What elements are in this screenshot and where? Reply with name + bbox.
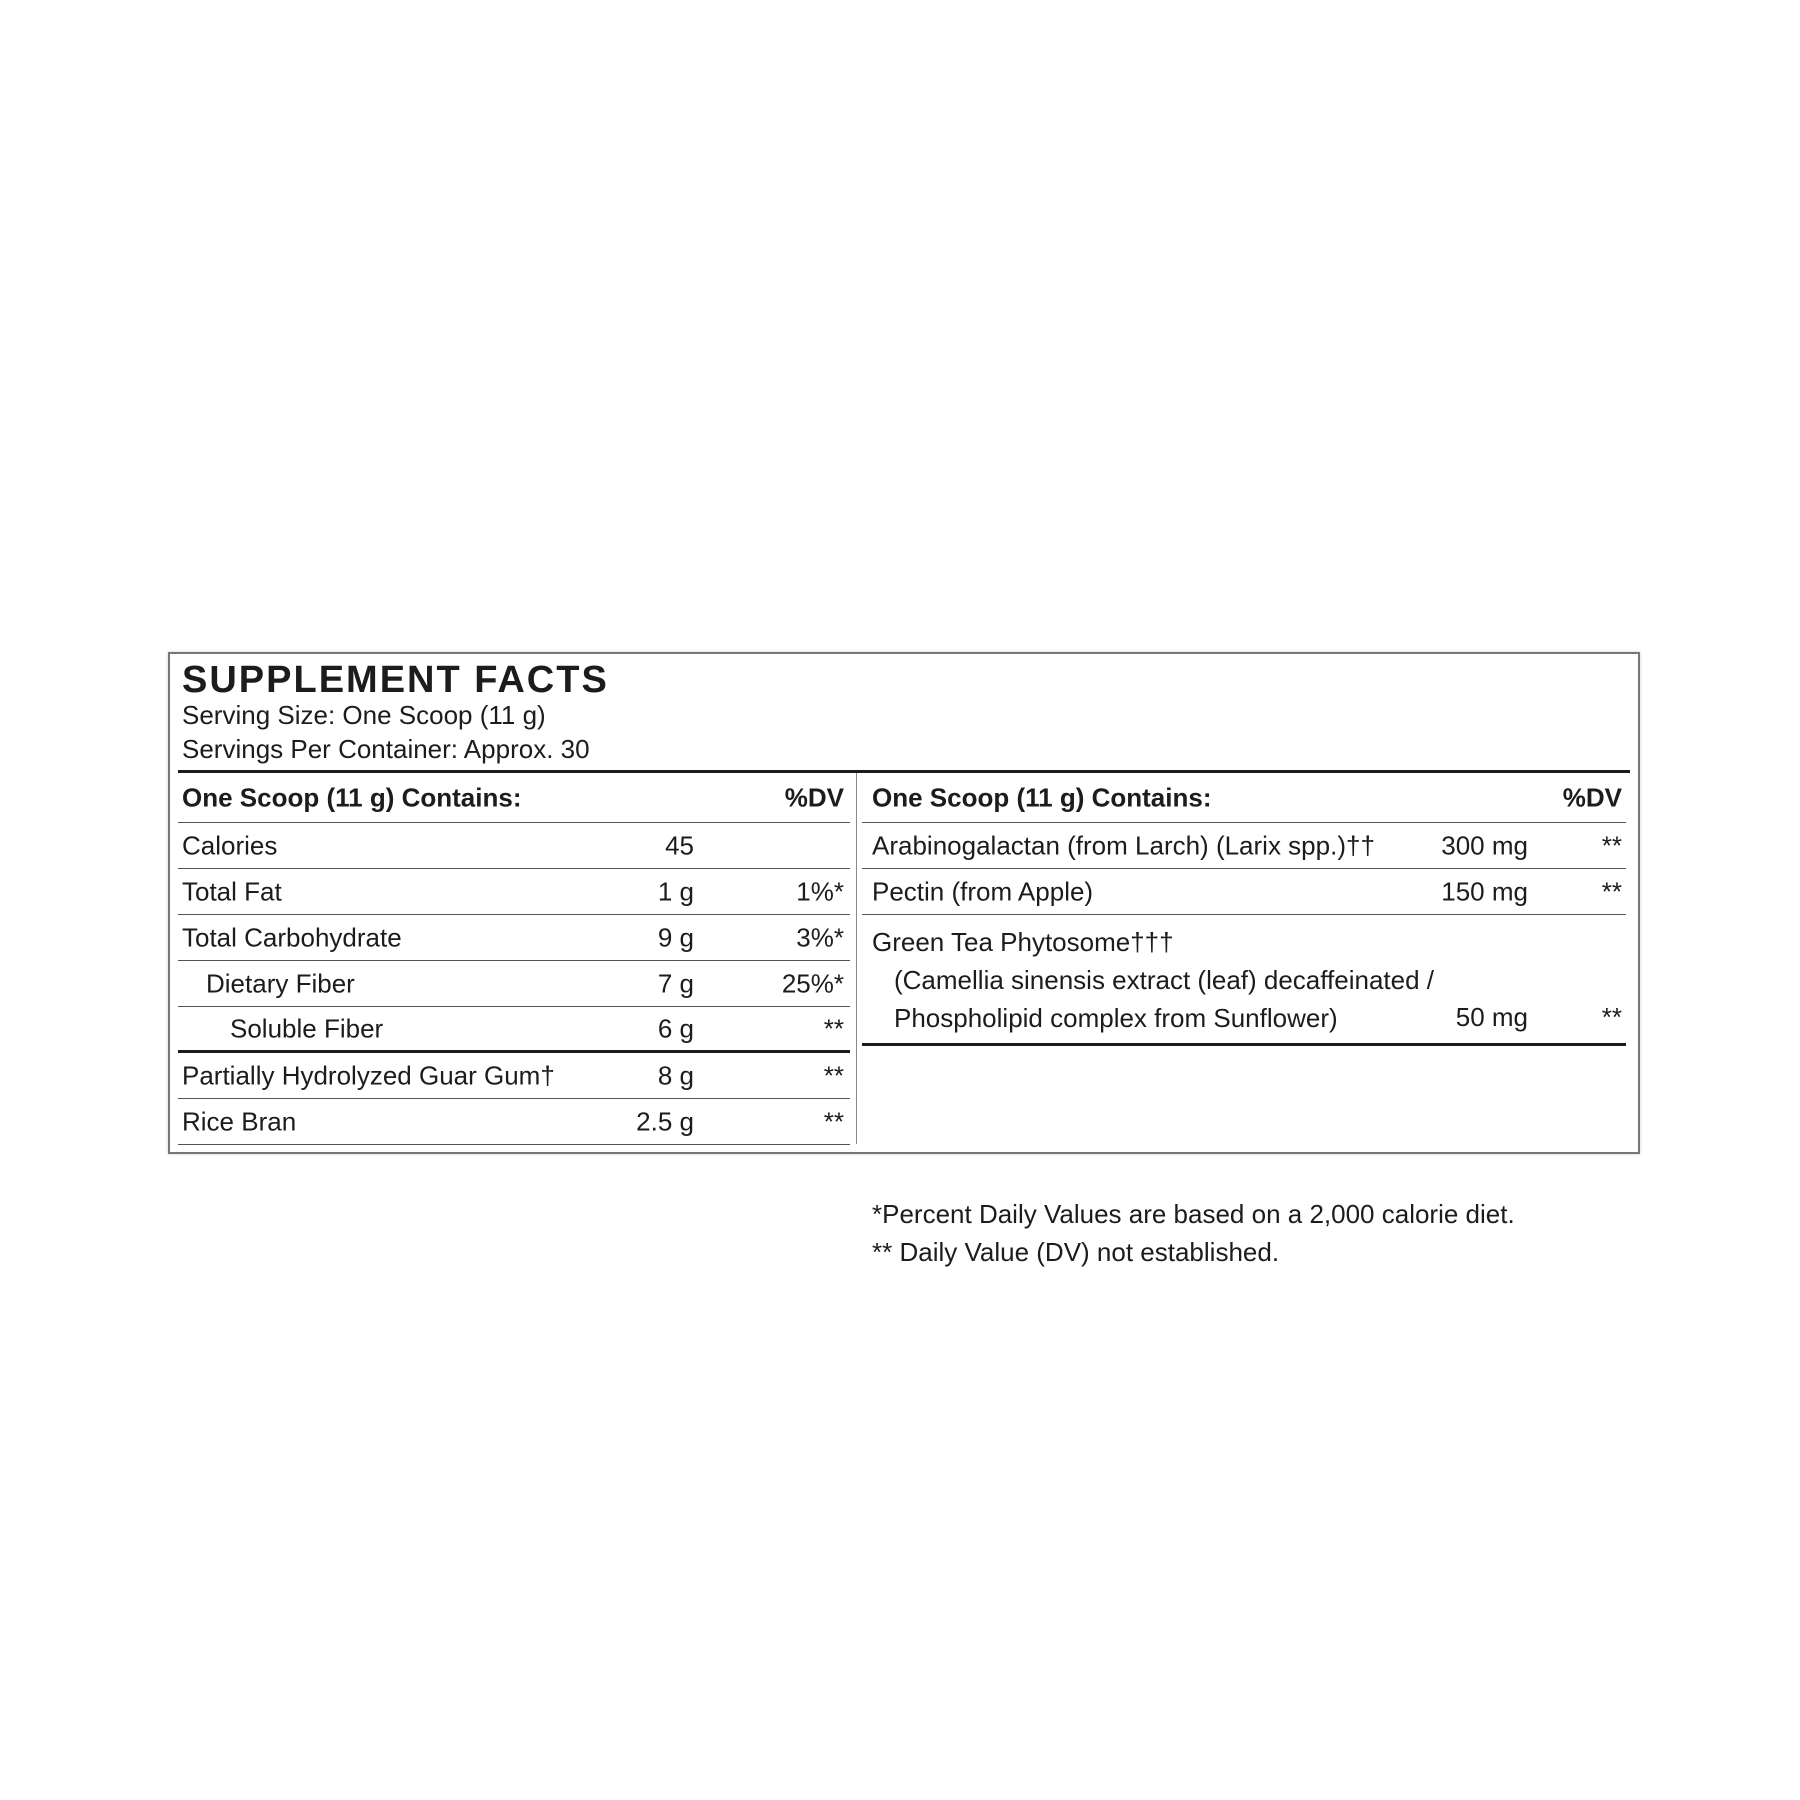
table-row xyxy=(178,1053,850,1099)
left-header-row xyxy=(178,773,850,823)
nutrient-dv: 25%* xyxy=(781,968,844,998)
table-row xyxy=(178,961,850,1007)
nutrient-name: Partially Hydrolyzed Guar Gum† xyxy=(182,1060,555,1090)
table-row xyxy=(862,869,1626,915)
nutrient-dv: ** xyxy=(823,1013,844,1043)
left-header-dv: %DV xyxy=(784,782,844,812)
nutrient-amount: 8 g xyxy=(657,1060,694,1090)
ingredient-name: Pectin (from Apple) xyxy=(872,876,1094,906)
nutrient-amount: 9 g xyxy=(657,922,694,952)
nutrient-name: Dietary Fiber xyxy=(206,968,355,998)
ingredient-amount: 50 mg xyxy=(1455,1002,1528,1032)
nutrient-amount: 6 g xyxy=(657,1013,694,1043)
nutrient-name: Calories xyxy=(182,830,278,860)
ingredient-amount: 300 mg xyxy=(1441,830,1528,860)
ingredient-description: (Camellia sinensis extract (leaf) decaffeinated / xyxy=(894,965,1434,995)
table-row xyxy=(178,823,850,869)
ingredient-name: Arabinogalactan (from Larch) (Larix spp.)†† xyxy=(872,830,1375,860)
nutrient-name: Soluble Fiber xyxy=(230,1013,384,1043)
nutrient-name: Total Carbohydrate xyxy=(182,922,402,952)
left-nutrient-table xyxy=(178,773,850,1145)
nutrient-name: Rice Bran xyxy=(182,1106,297,1136)
ingredient-dv: ** xyxy=(1601,876,1622,906)
servings-per-container: Servings Per Container: Approx. 30 xyxy=(182,734,590,764)
footnote-dv-not-established: ** Daily Value (DV) not established. xyxy=(872,1237,1280,1267)
column-divider xyxy=(856,773,857,1144)
ingredient-amount: 150 mg xyxy=(1441,876,1528,906)
right-header-label: One Scoop (11 g) Contains: xyxy=(872,782,1212,812)
table-row xyxy=(178,1099,850,1145)
footnote-daily-values: *Percent Daily Values are based on a 2,000 calorie diet. xyxy=(872,1199,1515,1229)
ingredient-dv: ** xyxy=(1601,1002,1622,1032)
nutrient-amount: 1 g xyxy=(657,876,694,906)
right-ingredient-table xyxy=(862,773,1626,1267)
ingredient-name: Green Tea Phytosome††† xyxy=(872,927,1174,957)
table-row xyxy=(862,915,1626,1046)
table-row xyxy=(178,1007,850,1053)
serving-size: Serving Size: One Scoop (11 g) xyxy=(182,700,546,730)
green-tea-block xyxy=(872,923,1434,1037)
nutrient-dv: 1%* xyxy=(796,876,844,906)
table-row xyxy=(178,869,850,915)
nutrient-amount: 45 xyxy=(665,830,694,860)
ingredient-dv: ** xyxy=(1601,830,1622,860)
nutrient-amount: 2.5 g xyxy=(636,1106,694,1136)
right-header-row xyxy=(862,773,1626,823)
nutrient-dv: ** xyxy=(823,1106,844,1136)
panel-title: SUPPLEMENT FACTS xyxy=(182,659,609,701)
supplement-facts-panel xyxy=(168,652,1640,1267)
nutrient-name: Total Fat xyxy=(182,876,282,906)
nutrient-dv: 3%* xyxy=(796,922,844,952)
left-header-label: One Scoop (11 g) Contains: xyxy=(182,782,522,812)
ingredient-description: Phospholipid complex from Sunflower) xyxy=(894,1003,1338,1033)
nutrient-dv: ** xyxy=(823,1060,844,1090)
table-row xyxy=(178,915,850,961)
nutrient-amount: 7 g xyxy=(657,968,694,998)
table-row xyxy=(862,823,1626,869)
right-header-dv: %DV xyxy=(1562,782,1622,812)
